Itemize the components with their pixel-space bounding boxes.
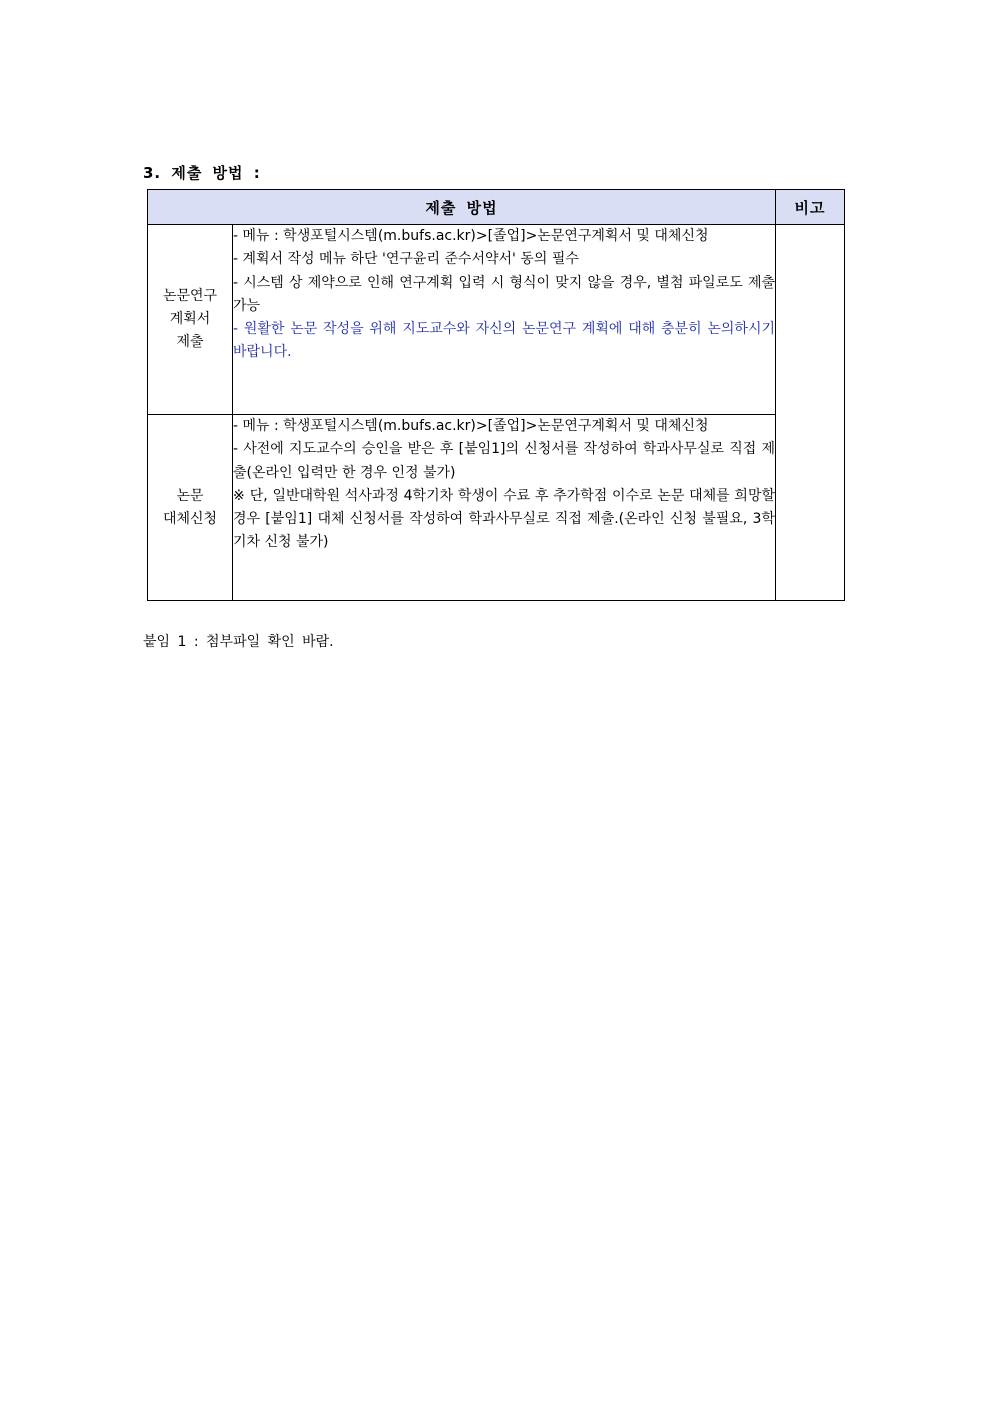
note-cell: [776, 225, 845, 601]
row-label-line: 제출: [176, 334, 204, 350]
row-label-line: 논문연구: [162, 288, 218, 304]
row-label-thesis-replacement: [148, 415, 233, 601]
header-method: 제출 방법: [148, 190, 776, 225]
section-heading: 3. 제출 방법 :: [143, 164, 261, 182]
header-note: 비고: [776, 190, 845, 225]
attachment-note: 붙임 1 : 첨부파일 확인 바람.: [143, 634, 334, 650]
row-label-line: 논문: [176, 487, 204, 504]
table-row-plan-submission: [148, 225, 845, 415]
row-label-line: 계획서: [169, 311, 211, 327]
table-header-row: [148, 190, 845, 225]
content-item: - 메뉴 : 학생포털시스템(m.bufs.ac.kr)>[졸업]>논문연구계획서 및 대체신청: [233, 418, 709, 434]
content-item-highlight: - 원활한 논문 작성을 위해 지도교수와 자신의 논문연구 계획에 대해 충분히 논의하시기 바랍니다.: [233, 321, 775, 361]
row-label-plan-submission: [148, 225, 233, 415]
content-item: - 사전에 지도교수의 승인을 받은 후 [붙임1]의 신청서를 작성하여 학과사무실로 직접 제출(온라인 입력만 한 경우 인정 불가): [233, 441, 775, 481]
content-item: ※ 단, 일반대학원 석사과정 4학기차 학생이 수료 후 추가학점 이수로 논문 대체를 희망할 경우 [붙임1] 대체 신청서를 작성하여 학과사무실로 직접 제출.(온라인 신청 불필요, 3학기차 신청 불가): [233, 487, 775, 551]
row-content-thesis-replacement: [233, 415, 776, 601]
row-content-plan-submission: [233, 225, 776, 415]
content-item: - 시스템 상 제약으로 인해 연구계획 입력 시 형식이 맞지 않을 경우, 별첨 파일로도 제출 가능: [233, 274, 775, 314]
table-row-thesis-replacement: [148, 415, 845, 601]
content-item: - 계획서 작성 메뉴 하단 '연구윤리 준수서약서' 동의 필수: [233, 251, 579, 268]
submission-method-table: [147, 189, 845, 601]
row-label-line: 대체신청: [162, 510, 218, 527]
content-item: - 메뉴 : 학생포털시스템(m.bufs.ac.kr)>[졸업]>논문연구계획서 및 대체신청: [233, 228, 709, 244]
